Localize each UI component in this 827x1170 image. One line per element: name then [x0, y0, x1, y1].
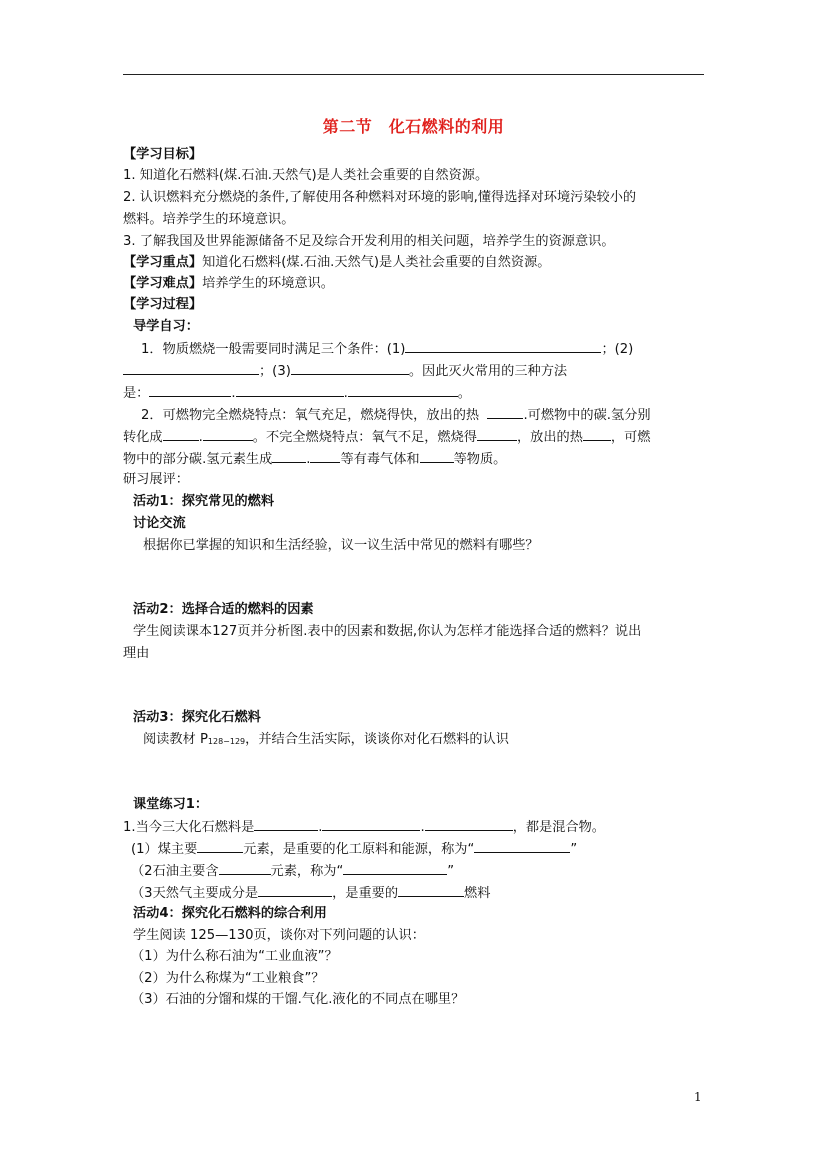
difficulty-text: 培养学生的环境意识。: [202, 276, 334, 291]
blank-toxic-1[interactable]: [272, 450, 306, 463]
question-1-text-b: ；(2): [601, 342, 634, 357]
blank-coal-name[interactable]: [474, 840, 570, 853]
activity-3-text-a: 阅读教材 P: [143, 732, 208, 747]
discussion-heading: 讨论交流: [133, 516, 186, 531]
activity-4-prompt: 学生阅读 125—130页，谈你对下列问题的认识：: [133, 928, 425, 943]
goals-heading: 【学习目标】: [123, 147, 203, 162]
question-2-text-d: 。不完全燃烧特点：氧气不足，燃烧得: [252, 430, 477, 445]
activity-4-question-2: （2）为什么称煤为“工业粮食”？: [131, 971, 325, 986]
research-heading: 研习展评：: [123, 472, 189, 487]
blank-toxic-2[interactable]: [310, 450, 340, 463]
blank-gas-component[interactable]: [258, 884, 332, 897]
goal-2-line-2: 燃料。培养学生的环境意识。: [123, 212, 295, 227]
blank-speed[interactable]: [477, 428, 517, 441]
activity-3-question: [143, 731, 509, 751]
activity-2-question-line-1: 学生阅读课本127页并分析图.表中的因素和数据,你认为怎样才能选择合适的燃料？说出: [133, 624, 642, 639]
header-rule: [123, 74, 704, 75]
blank-method-2[interactable]: [236, 384, 344, 397]
goal-3: 3. 了解我国及世界能源储备不足及综合开发利用的相关问题，培养学生的资源意识。: [123, 234, 615, 249]
practice-question-oil: [131, 862, 454, 881]
activity-4-question-1: （1）为什么称石油为“工业血液”？: [131, 949, 338, 964]
practice-heading: 课堂练习1：: [133, 797, 209, 812]
blank-gas-type[interactable]: [398, 884, 464, 897]
question-1-line-2: [123, 362, 567, 381]
question-2-text-g: 物中的部分碳.氢元素生成: [123, 452, 273, 467]
question-1-text-a: 1．物质燃烧一般需要同时满足三个条件：(1): [141, 342, 406, 357]
practice-1-text-b: ，都是混合物。: [512, 820, 605, 835]
question-1-text-d: 。因此灭火常用的三种方法: [408, 364, 568, 379]
practice-gas-text-c: 燃料: [464, 886, 491, 901]
blank-coal-element[interactable]: [197, 840, 243, 853]
question-2-text-f: ，可燃: [610, 430, 651, 445]
page-title: 第二节 化石燃料的利用: [322, 117, 505, 136]
blank-fuel-3[interactable]: [425, 818, 513, 831]
difficulty-line: [123, 275, 334, 293]
key-point-text: 知道化石燃料(煤.石油.天然气)是人类社会重要的自然资源。: [202, 255, 551, 270]
practice-question-gas: [131, 884, 490, 903]
page-range-subscript: 128−129: [207, 737, 246, 746]
question-1-text-f: 。: [457, 386, 471, 401]
practice-question-1: 1.当今三大化石燃料是 . . ，都是混合物。: [123, 820, 605, 835]
blank-fuel-2[interactable]: [322, 818, 420, 831]
practice-gas-text-a: （3天然气主要成分是: [131, 886, 259, 901]
blank-condition-1[interactable]: [405, 340, 601, 353]
question-2-text-e: ，放出的热: [516, 430, 583, 445]
goal-2-line-1: 2. 认识燃料充分燃烧的条件,了解使用各种燃料对环境的影响,懂得选择对环境污染较小的: [123, 190, 637, 205]
practice-question-coal: [131, 840, 577, 859]
blank-condition-3[interactable]: [291, 362, 409, 375]
question-2-line-1: [141, 406, 651, 425]
blank-method-1[interactable]: [149, 384, 231, 397]
question-1-text-c: ；(3): [259, 364, 291, 379]
question-1-line-1: [141, 340, 633, 359]
question-2-text-a: 2．可燃物完全燃烧特点：氧气充足，燃烧得快，放出的热: [141, 408, 480, 423]
blank-fuel-1[interactable]: [254, 818, 318, 831]
activity-2-question-line-2: 理由: [123, 646, 150, 661]
process-heading: 【学习过程】: [123, 297, 203, 312]
blank-heat-2[interactable]: [583, 428, 611, 441]
blank-condition-2[interactable]: [123, 362, 259, 375]
difficulty-heading: 【学习难点】: [123, 276, 203, 291]
blank-heat[interactable]: [487, 406, 523, 419]
practice-oil-text-c: ”: [447, 864, 455, 879]
activity-3-text-b: ，并结合生活实际，谈谈你对化石燃料的认识: [245, 732, 509, 747]
question-1-line-3: 是： . . 。: [123, 386, 471, 401]
blank-oil-name[interactable]: [343, 862, 447, 875]
blank-method-3[interactable]: [348, 384, 458, 397]
activity-1-question: 根据你已掌握的知识和生活经验，议一议生活中常见的燃料有哪些？: [143, 538, 539, 553]
question-2-text-b: .可燃物中的碳.氢分别: [523, 408, 651, 423]
activity-1-heading: 活动1：探究常见的燃料: [133, 494, 275, 509]
blank-product-1[interactable]: [163, 428, 199, 441]
activity-4-heading: 活动4：探究化石燃料的综合利用: [133, 906, 327, 921]
key-point-line: [123, 254, 550, 272]
question-1-text-e: 是：: [123, 386, 150, 401]
page-number: 1: [694, 1090, 702, 1104]
blank-product-2[interactable]: [203, 428, 253, 441]
blank-substance[interactable]: [420, 450, 454, 463]
self-study-heading: 导学自习：: [133, 319, 199, 334]
practice-gas-text-b: ，是重要的: [332, 886, 399, 901]
question-2-text-h: 等有毒气体和: [340, 452, 420, 467]
practice-1-text-a: 1.当今三大化石燃料是: [123, 820, 255, 835]
question-2-line-3: 物中的部分碳.氢元素生成 . 等有毒气体和 等物质。: [123, 452, 507, 467]
activity-4-question-3: （3）石油的分馏和煤的干馏.气化.液化的不同点在哪里？: [131, 992, 465, 1007]
practice-oil-text-b: 元素，称为“: [270, 864, 344, 879]
practice-coal-text-a: (1）煤主要: [131, 842, 198, 857]
blank-oil-element[interactable]: [219, 862, 271, 875]
practice-coal-text-c: ”: [570, 842, 578, 857]
goal-1: 1. 知道化石燃料(煤.石油.天然气)是人类社会重要的自然资源。: [123, 168, 489, 183]
activity-3-heading: 活动3：探究化石燃料: [133, 710, 261, 725]
question-2-text-c: 转化成: [123, 430, 163, 445]
activity-2-heading: 活动2：选择合适的燃料的因素: [133, 602, 314, 617]
practice-oil-text-a: （2石油主要含: [131, 864, 219, 879]
key-point-heading: 【学习重点】: [123, 255, 203, 270]
question-2-text-i: 等物质。: [453, 452, 507, 467]
question-2-line-2: 转化成 . 。不完全燃烧特点：氧气不足，燃烧得 ，放出的热 ，可燃: [123, 430, 651, 445]
practice-coal-text-b: 元素，是重要的化工原料和能源，称为“: [243, 842, 475, 857]
